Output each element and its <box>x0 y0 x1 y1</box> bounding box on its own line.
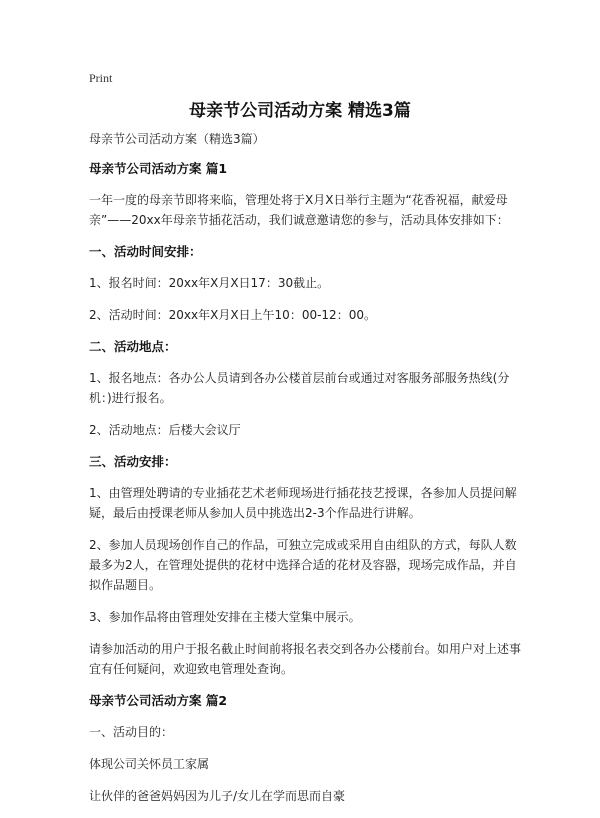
paragraph: 2、参加人员现场创作自己的作品，可独立完成或采用自由组队的方式，每队人数最多为2人，在管理处提供的花材中选择合适的花材及容器，现场完成作品，并自拟作品题目。 <box>89 538 517 592</box>
section-heading: 一、活动时间安排： <box>89 244 202 259</box>
paragraph: 一年一度的母亲节即将来临，管理处将于X月X日举行主题为“花香祝福，献爱母亲”——20xx年母亲节插花活动，我们诚意邀请您的参与，活动具体安排如下： <box>89 193 509 227</box>
section-heading: 二、活动地点： <box>89 339 177 354</box>
section-heading: 母亲节公司活动方案 篇2 <box>89 693 228 708</box>
page-title: 母亲节公司活动方案 精选3篇 <box>189 101 411 121</box>
paragraph: 2、活动时间：20xx年X月X日上午10：00-12：00。 <box>89 308 376 322</box>
paragraph: 1、报名地点：各办公人员请到各办公楼首层前台或通过对客服务部服务热线(分机：)进行报名。 <box>89 371 510 405</box>
section-heading: 三、活动安排： <box>89 454 177 469</box>
document-subtitle: 母亲节公司活动方案（精选3篇） <box>89 132 265 146</box>
section-heading: 母亲节公司活动方案 篇1 <box>89 161 228 176</box>
paragraph: 体现公司关怀员工家属 <box>89 757 210 771</box>
document-body <box>89 129 521 818</box>
paragraph: 3、参加作品将由管理处安排在主楼大堂集中展示。 <box>89 610 361 624</box>
paragraph: 1、报名时间：20xx年X月X日17：30截止。 <box>89 276 330 290</box>
paragraph: 2、活动地点：后楼大会议厅 <box>89 423 241 437</box>
print-label: Print <box>89 71 113 85</box>
paragraph: 1、由管理处聘请的专业插花艺术老师现场进行插花技艺授课，各参加人员提问解疑，最后由授课老师从参加人员中挑选出2-3个作品进行讲解。 <box>89 486 517 520</box>
paragraph: 请参加活动的用户于报名截止时间前将报名表交到各办公楼前台。如用户对上述事宜有任何疑问，欢迎致电管理处查询。 <box>89 642 522 676</box>
paragraph: 让伙伴的爸爸妈妈因为儿子/女儿在学而思而自豪 <box>89 789 346 803</box>
paragraph: 一、活动目的： <box>89 725 174 739</box>
